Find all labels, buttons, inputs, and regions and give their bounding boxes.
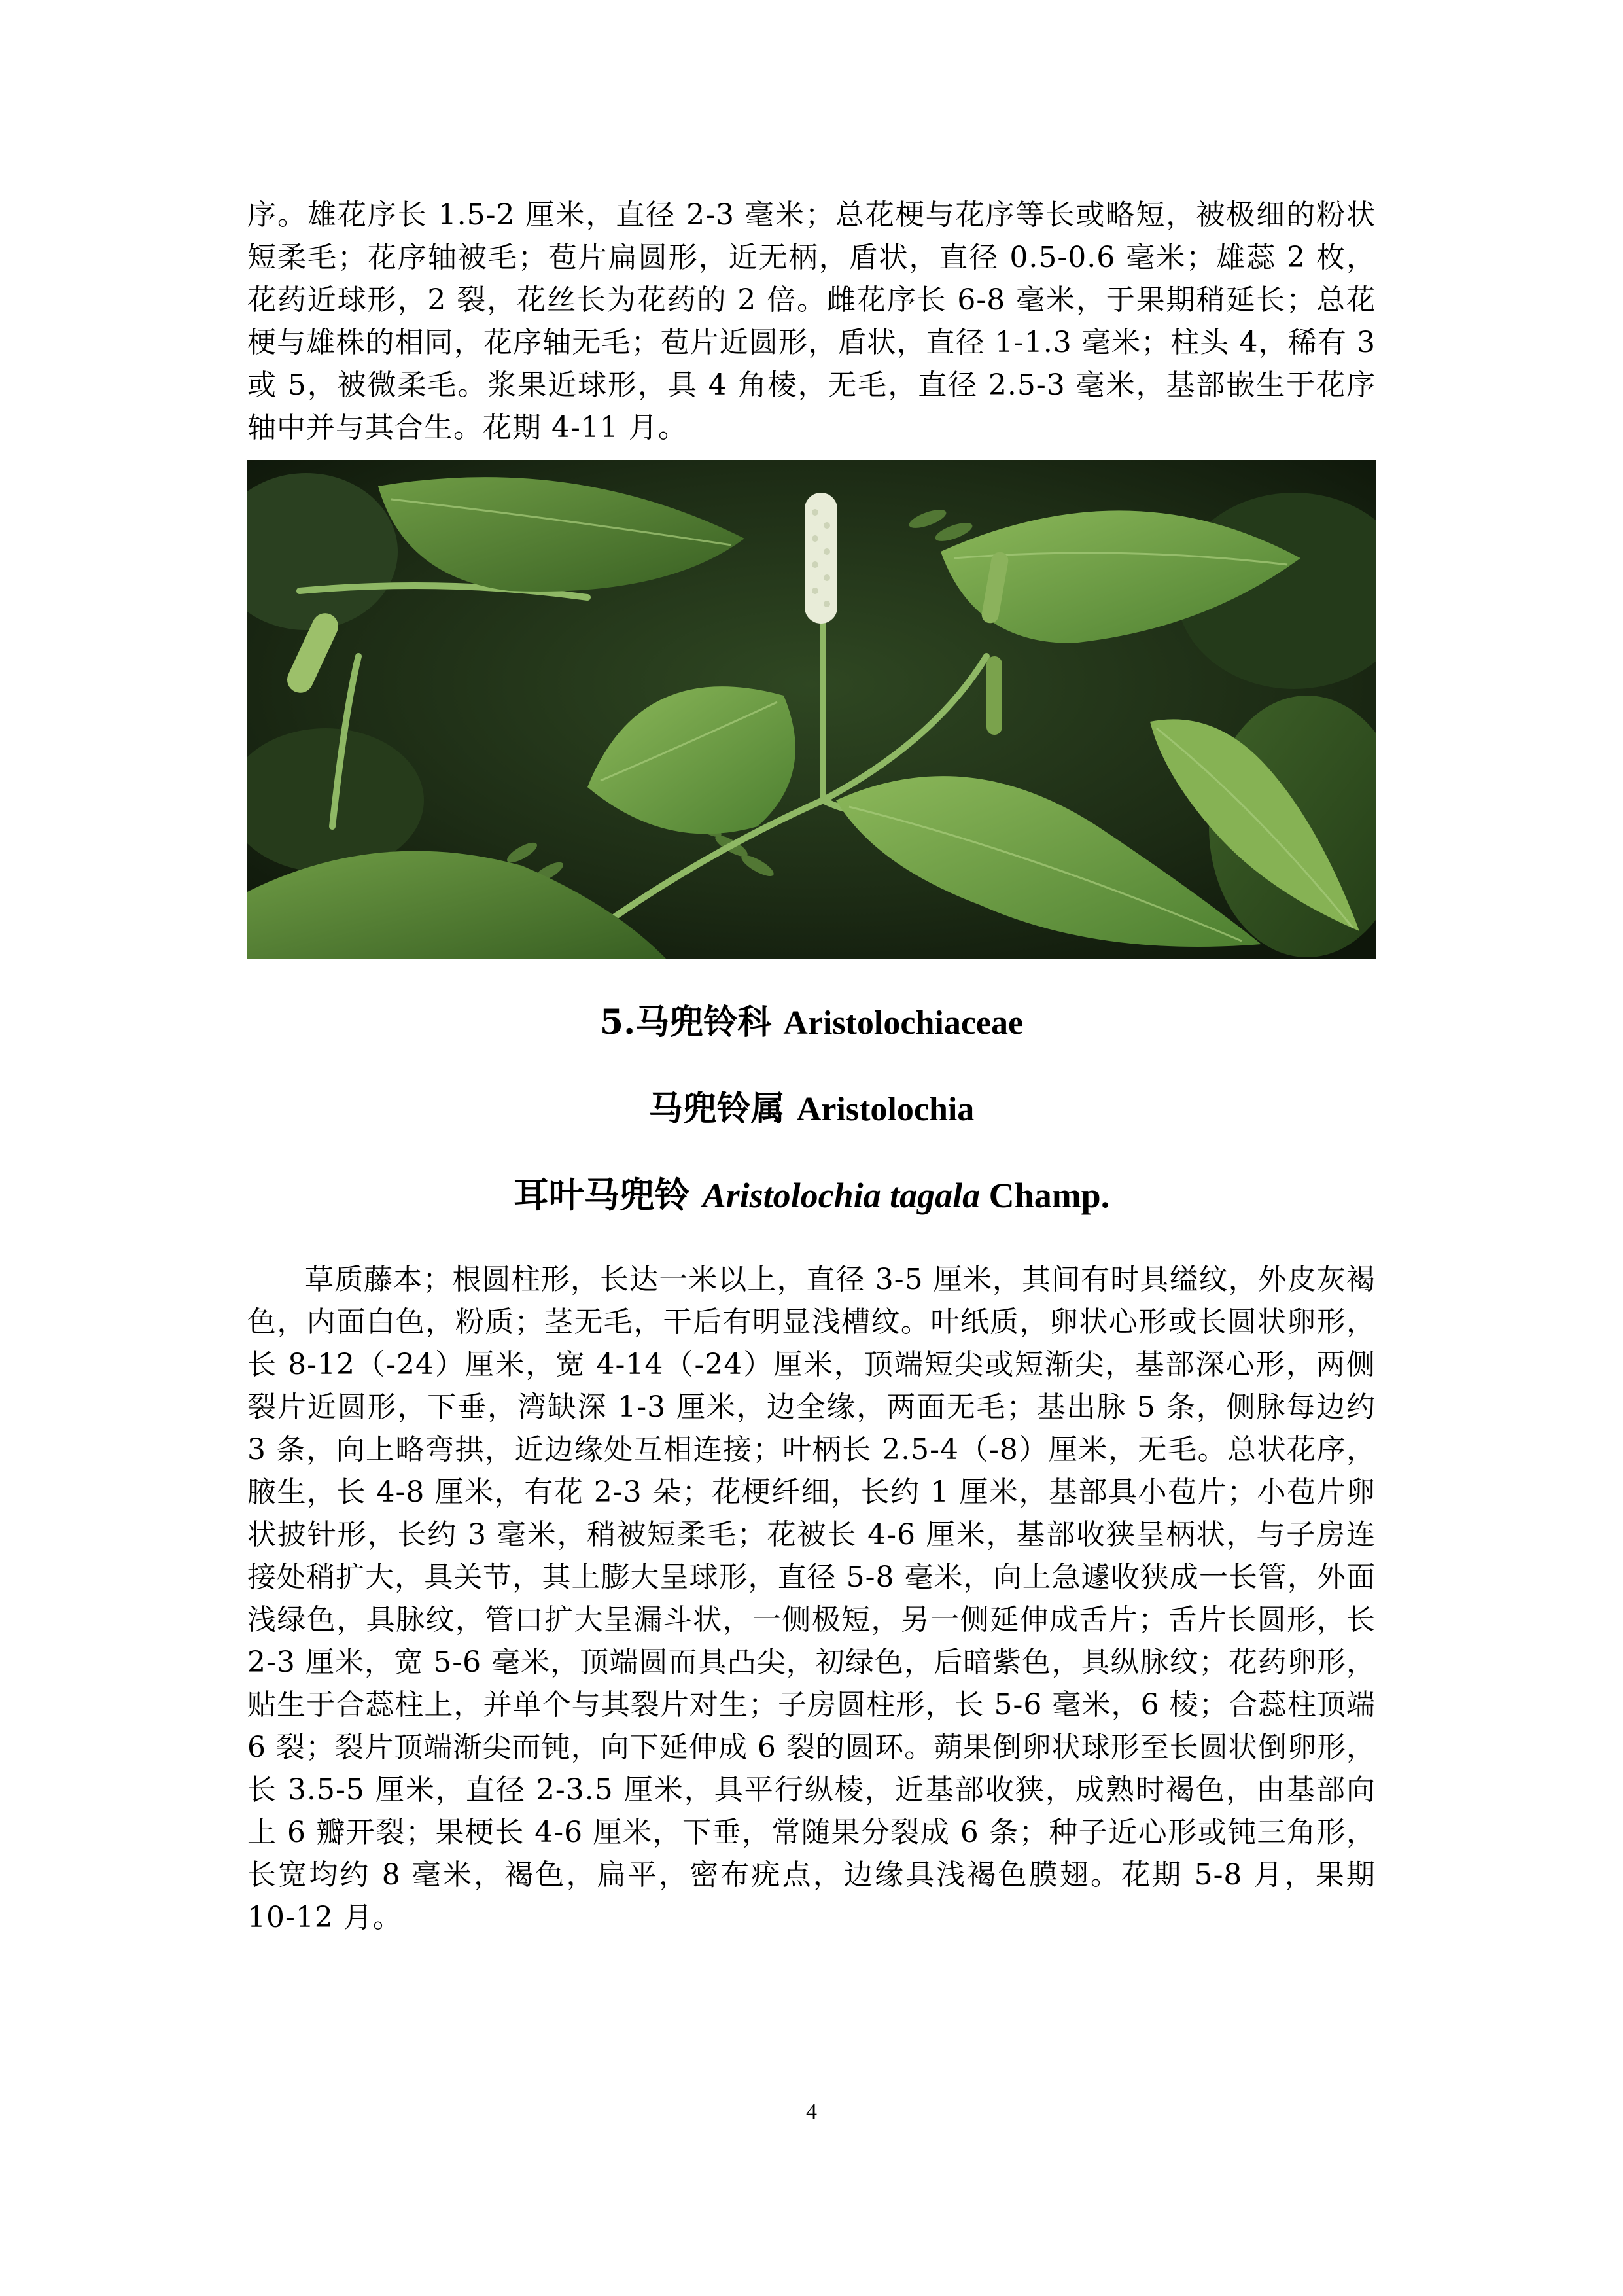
genus-heading-latin: Aristolochia xyxy=(796,1091,975,1128)
description-paragraph: 草质藤本；根圆柱形，长达一米以上，直径 3-5 厘米，其间有时具缢纹，外皮灰褐色，内面白色，粉质；茎无毛，干后有明显浅槽纹。叶纸质，卵状心形或长圆状卵形，长 8-12（-24）厘米，宽 4-14（-24）厘米，顶端短尖或短渐尖，基部深心形，两侧裂片近圆形，下垂，湾缺深 1-3 厘米，边全缘，两面无毛；基出脉 5 条，侧脉每边约 3 条，向上略弯拱，近边缘处互相连接；叶柄长 2.5-4（-8）厘米，无毛。总状花序，腋生，长 4-8 厘米，有花 2-3 朵；花梗纤细，长约 1 厘米，基部具小苞片；小苞片卵状披针形，长约 3 毫米，稍被短柔毛；花被长 4-6 厘米，基部收狭呈柄状，与子房连接处稍扩大，具关节，其上膨大呈球形，直径 5-8 毫米，向上急遽收狭成一长管，外面浅绿色，具脉纹，管口扩大呈漏斗状，一侧极短，另一侧延伸成舌片；舌片长圆形，长 2-3 厘米，宽 5-6 毫米，顶端圆而具凸尖，初绿色，后暗紫色，具纵脉纹；花药卵形，贴生于合蕊柱上，并单个与其裂片对生；子房圆柱形，长 5-6 毫米，6 棱；合蕊柱顶端 6 裂；裂片顶端渐尖而钝，向下延伸成 6 裂的圆环。蒴果倒卵状球形至长圆状倒卵形，长 3.5-5 厘米，直径 2-3.5 厘米，具平行纵棱，近基部收狭，成熟时褐色，由基部向上 6 瓣开裂；果梗长 4-6 厘米，下垂，常随果分裂成 6 条；种子近心形或钝三角形，长宽均约 8 毫米，褐色，扁平，密布疣点，边缘具浅褐色膜翅。花期 5-8 月，果期 10-12 月。 xyxy=(247,1263,1376,1934)
plant-photo-illustration xyxy=(247,460,1376,959)
family-heading-latin: Aristolochiaceae xyxy=(783,1004,1024,1042)
family-heading xyxy=(0,1000,1623,1046)
family-heading-zh: 5.马兜铃科 xyxy=(599,1002,784,1042)
plant-photo xyxy=(247,460,1376,959)
species-heading xyxy=(0,1171,1623,1219)
genus-heading xyxy=(0,1086,1623,1133)
species-heading-latin: Aristolochia tagala xyxy=(702,1176,981,1215)
intro-paragraph: 序。雄花序长 1.5-2 厘米，直径 2-3 毫米；总花梗与花序等长或略短，被极细的粉状短柔毛；花序轴被毛；苞片扁圆形，近无柄，盾状，直径 0.5-0.6 毫米；雄蕊 2 枚，花药近球形，2 裂，花丝长为花药的 2 倍。雌花序长 6-8 毫米，于果期稍延长；总花梗与雄株的相同，花序轴无毛；苞片近圆形，盾状，直径 1-1.3 毫米；柱头 4，稀有 3 或 5，被微柔毛。浆果近球形，具 4 角棱，无毛，直径 2.5-3 毫米，基部嵌生于花序轴中并与其合生。花期 4-11 月。 xyxy=(247,198,1376,444)
genus-heading-zh: 马兜铃属 xyxy=(648,1089,797,1129)
species-heading-zh: 耳叶马兜铃 xyxy=(513,1174,703,1216)
page-number: 4 xyxy=(806,2100,817,2124)
species-heading-author: Champ. xyxy=(980,1176,1110,1215)
